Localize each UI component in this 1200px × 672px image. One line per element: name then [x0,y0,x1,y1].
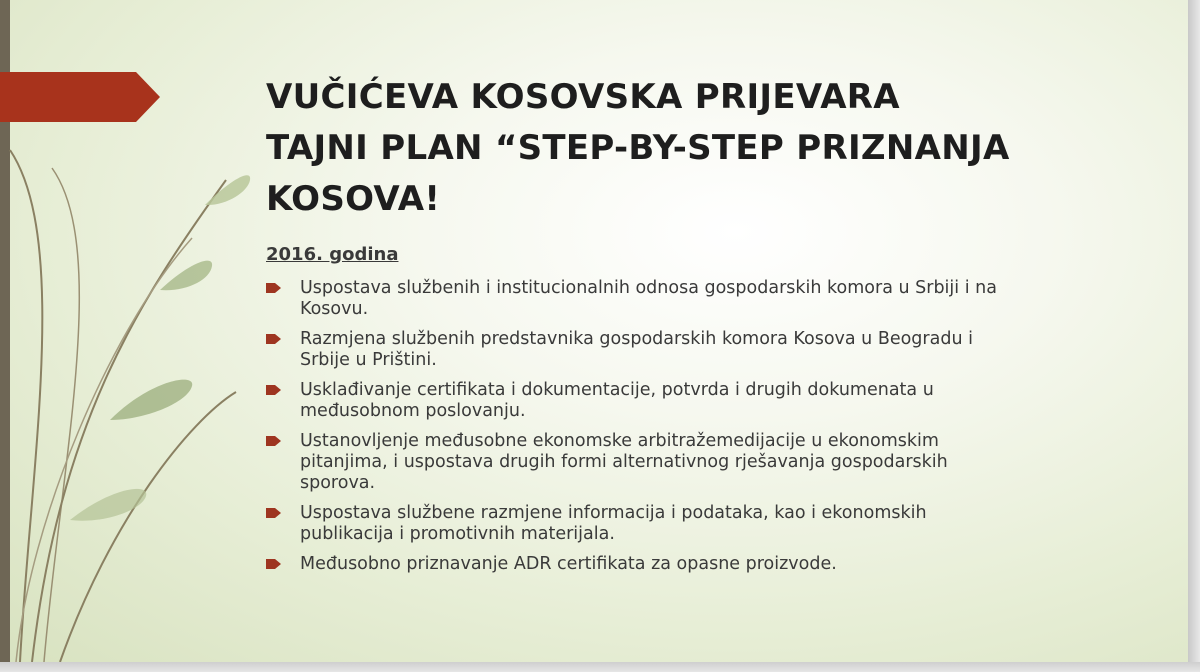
red-arrow-bullet-icon [266,558,282,570]
bullet-text-line: Ustanovljenje međusobne ekonomske arbitražemedijacije u ekonomskim [300,431,939,451]
bullet-text-line: Kosovu. [300,299,369,319]
bullet-text-line: Uspostava službene razmjene informacija i podataka, kao i ekonomskih [300,503,927,523]
bullet-text-line: Srbije u Prištini. [300,350,437,370]
bullet-item [266,431,1126,494]
slide-title [266,72,1126,225]
bullet-item [266,329,1126,371]
red-arrow-bullet-icon [266,435,282,447]
red-arrow-bullet-icon [266,507,282,519]
bullet-list [266,278,1126,575]
bullet-text-line: Uspostava službenih i institucionalnih odnosa gospodarskih komora u Srbiji i na [300,278,997,298]
bullet-item [266,554,1126,575]
bullet-text-line: Razmjena službenih predstavnika gospodarskih komora Kosova u Beogradu i [300,329,973,349]
bullet-text-line: međusobnom poslovanju. [300,401,526,421]
bullet-text-line: Usklađivanje certifikata i dokumentacije, potvrda i drugih dokumenata u [300,380,934,400]
slide-content [266,244,1126,584]
bullet-item [266,380,1126,422]
slide-title-line-3: KOSOVA! [266,179,441,219]
red-arrow-bullet-icon [266,384,282,396]
red-arrow-banner-icon [0,72,160,122]
slide-title-line-1: VUČIĆEVA KOSOVSKA PRIJEVARA [266,77,900,117]
red-arrow-bullet-icon [266,282,282,294]
year-heading: 2016. godina [266,244,399,265]
decorative-swoosh-lines [0,0,300,662]
red-arrow-bullet-icon [266,333,282,345]
bullet-item [266,503,1126,545]
window-edge-bottom [0,662,1200,672]
bullet-item [266,278,1126,320]
bullet-text-line: Međusobno priznavanje ADR certifikata za opasne proizvode. [300,554,837,574]
slide-title-line-2: TAJNI PLAN “STEP-BY-STEP PRIZNANJA [266,128,1010,168]
window-edge-right [1188,0,1200,672]
bullet-text-line: publikacija i promotivnih materijala. [300,524,615,544]
bullet-text-line: pitanjima, i uspostava drugih formi alternativnog rješavanja gospodarskih [300,452,948,472]
bullet-text-line: sporova. [300,473,376,493]
